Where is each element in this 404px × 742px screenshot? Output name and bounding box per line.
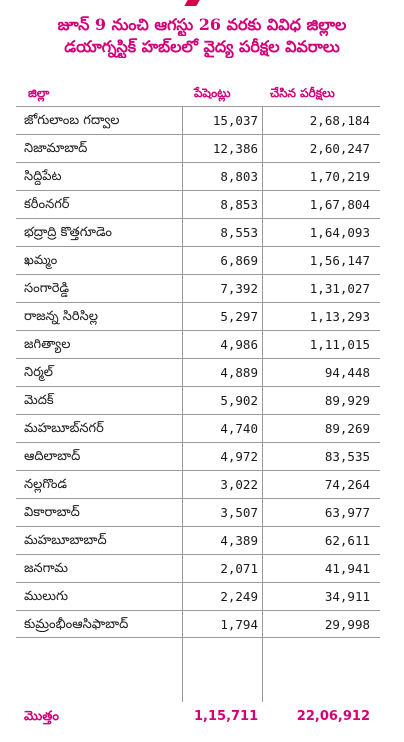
district-cell: సిద్దిపేట	[24, 169, 62, 184]
tests-cell: 89,269	[324, 421, 370, 436]
tests-cell: 63,977	[324, 505, 370, 520]
district-cell: నిజామాబాద్	[24, 141, 88, 156]
header-patients: పేషెంట్లు	[194, 86, 231, 100]
table-row	[16, 582, 380, 610]
table-row	[16, 190, 380, 218]
table-row	[16, 554, 380, 582]
patients-cell: 1,794	[220, 617, 258, 632]
patients-cell: 8,803	[220, 169, 258, 184]
table-row	[16, 218, 380, 246]
district-cell: నల్లగొండ	[24, 477, 68, 492]
header-tests: చేసిన పరీక్షలు	[270, 86, 335, 100]
patients-cell: 5,902	[220, 393, 258, 408]
district-table	[16, 106, 380, 638]
district-cell: రాజన్న సిరిసిల్ల	[24, 309, 98, 324]
title-line-1: జూన్ 9 నుంచి ఆగస్టు 26 వరకు వివిధ జిల్లాల	[57, 15, 347, 34]
district-cell: మహబూబ్‌నగర్	[24, 421, 104, 436]
page-title	[0, 14, 404, 58]
tests-cell: 1,31,027	[309, 281, 370, 296]
district-cell: ఖమ్మం	[24, 253, 58, 268]
district-cell: జగిత్యాల	[24, 337, 71, 352]
tests-cell: 1,70,219	[309, 169, 370, 184]
district-cell: మహబూబాబాద్	[24, 533, 107, 548]
patients-cell: 5,297	[220, 309, 258, 324]
total-patients: 1,15,711	[194, 709, 259, 724]
district-cell: కరీంనగర్	[24, 197, 70, 212]
total-row	[16, 706, 380, 732]
tests-cell: 34,911	[324, 589, 370, 604]
table-row	[16, 442, 380, 470]
tests-cell: 1,13,293	[309, 309, 370, 324]
district-cell: భద్రాద్రి కొత్తగూడెం	[24, 225, 113, 240]
district-cell: నిర్మల్	[24, 365, 53, 380]
table-row	[16, 386, 380, 414]
table-row	[16, 134, 380, 162]
table-row	[16, 330, 380, 358]
patients-cell: 15,037	[212, 113, 258, 128]
table-row	[16, 358, 380, 386]
patients-cell: 4,972	[220, 449, 258, 464]
district-cell: మెదక్	[24, 393, 54, 408]
tests-cell: 1,64,093	[309, 225, 370, 240]
total-label: మొత్తం	[24, 709, 59, 724]
tests-cell: 2,68,184	[309, 113, 370, 128]
tests-cell: 62,611	[324, 533, 370, 548]
patients-cell: 4,740	[220, 421, 258, 436]
district-cell: ములుగు	[24, 589, 69, 604]
table-row	[16, 498, 380, 526]
table-row	[16, 246, 380, 274]
tests-cell: 1,56,147	[309, 253, 370, 268]
patients-cell: 3,507	[220, 505, 258, 520]
district-cell: జోగులాంబ గద్వాల	[24, 113, 120, 128]
tests-cell: 1,67,804	[309, 197, 370, 212]
table-row	[16, 274, 380, 302]
patients-cell: 4,889	[220, 365, 258, 380]
top-accent-mark	[184, 0, 199, 6]
patients-cell: 2,249	[220, 589, 258, 604]
tests-cell: 74,264	[324, 477, 370, 492]
tests-cell: 2,60,247	[309, 141, 370, 156]
tests-cell: 41,941	[324, 561, 370, 576]
table-row	[16, 162, 380, 190]
patients-cell: 12,386	[212, 141, 258, 156]
tests-cell: 94,448	[324, 365, 370, 380]
tests-cell: 1,11,015	[309, 337, 370, 352]
patients-cell: 6,869	[220, 253, 258, 268]
tests-cell: 89,929	[324, 393, 370, 408]
table-row	[16, 470, 380, 498]
district-cell: జనగామ	[24, 561, 68, 576]
tests-cell: 29,998	[324, 617, 370, 632]
column-divider	[182, 106, 183, 702]
patients-cell: 4,389	[220, 533, 258, 548]
table-row	[16, 414, 380, 442]
table-header	[0, 80, 404, 106]
district-cell: వికారాబాద్	[24, 505, 80, 520]
title-line-2: డయాగ్నస్టిక్ హబ్‌లలో వైద్య పరీక్షల వివరాలు	[64, 37, 340, 56]
district-cell: కుమ్రంభీంఆసిఫాబాద్	[24, 617, 129, 632]
header-district: జిల్లా	[28, 86, 50, 100]
patients-cell: 8,553	[220, 225, 258, 240]
table-row	[16, 610, 380, 638]
patients-cell: 7,392	[220, 281, 258, 296]
table-row	[16, 302, 380, 330]
table-row	[16, 106, 380, 134]
tests-cell: 83,535	[324, 449, 370, 464]
table-row	[16, 526, 380, 554]
patients-cell: 4,986	[220, 337, 258, 352]
patients-cell: 2,071	[220, 561, 258, 576]
patients-cell: 3,022	[220, 477, 258, 492]
total-tests: 22,06,912	[296, 709, 370, 724]
column-divider	[262, 106, 263, 702]
patients-cell: 8,853	[220, 197, 258, 212]
district-cell: ఆదిలాబాద్	[24, 449, 81, 464]
district-cell: సంగారెడ్డి	[24, 281, 70, 296]
